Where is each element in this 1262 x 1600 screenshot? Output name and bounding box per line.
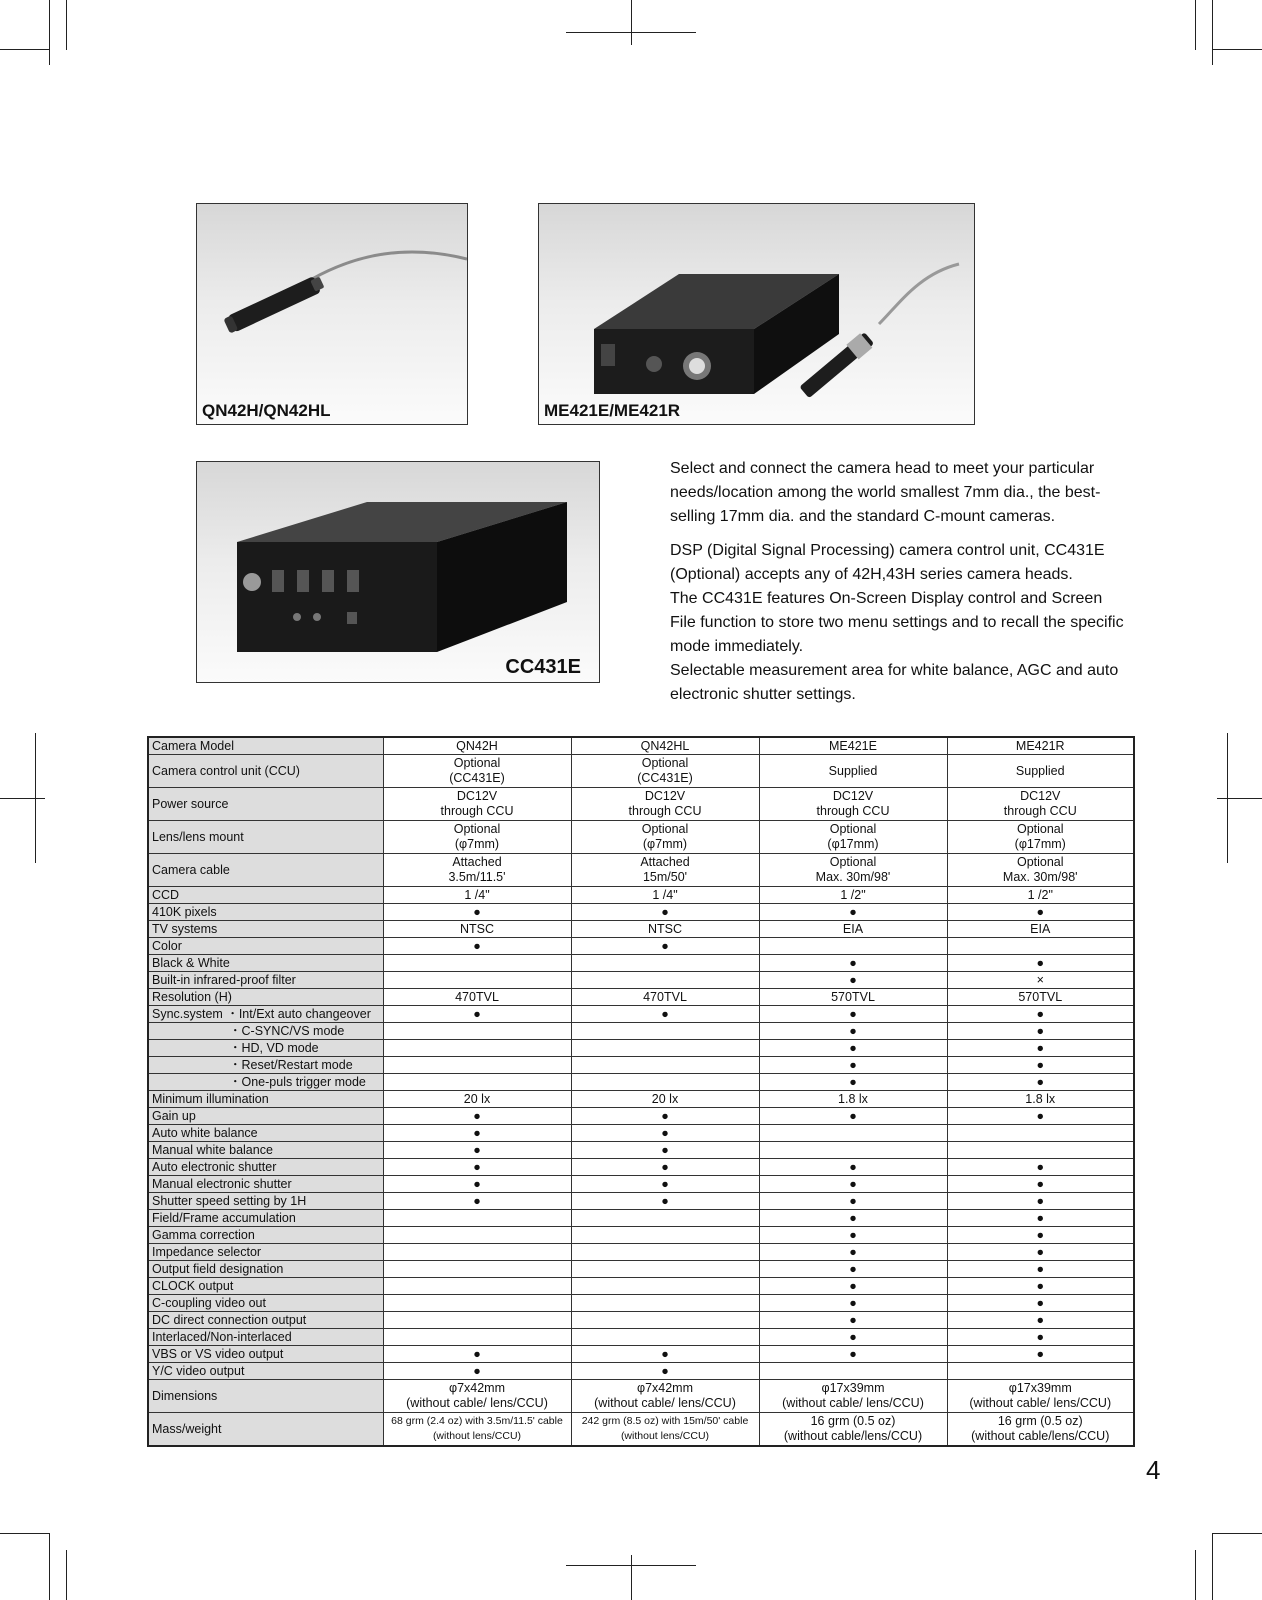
- table-row: [148, 1244, 1134, 1261]
- table-cell: Optional (φ17mm): [947, 821, 1134, 854]
- photo-caption: ME421E/ME421R: [544, 401, 681, 420]
- table-cell: ●: [947, 1023, 1134, 1040]
- row-label: Color: [148, 938, 383, 955]
- table-cell: 20 lx: [383, 1091, 571, 1108]
- description-paragraph: DSP (Digital Signal Processing) camera control unit, CC431E (Optional) accepts any of 42H,43H series camera heads.: [670, 542, 1105, 583]
- table-row: [148, 1312, 1134, 1329]
- table-cell: 470TVL: [571, 989, 759, 1006]
- table-cell: 570TVL: [947, 989, 1134, 1006]
- table-cell: ●: [383, 1176, 571, 1193]
- table-cell: 20 lx: [571, 1091, 759, 1108]
- table-cell: [383, 1295, 571, 1312]
- header-cell: ME421R: [947, 737, 1134, 755]
- table-cell: [571, 1261, 759, 1278]
- table-cell: [759, 1363, 947, 1380]
- table-cell: ●: [759, 1278, 947, 1295]
- table-cell: ●: [947, 1295, 1134, 1312]
- table-row: [148, 1057, 1134, 1074]
- table-cell: φ17x39mm (without cable/ lens/CCU): [947, 1380, 1134, 1413]
- table-cell: Supplied: [759, 755, 947, 788]
- table-cell: ●: [571, 1176, 759, 1193]
- row-label: Sync.system ・Int/Ext auto changeover: [148, 1006, 383, 1023]
- table-row: [148, 1159, 1134, 1176]
- table-cell: 1 /4": [383, 887, 571, 904]
- table-cell: ●: [947, 1312, 1134, 1329]
- table-cell: [383, 1057, 571, 1074]
- table-cell: ●: [383, 1363, 571, 1380]
- table-cell: ●: [947, 1329, 1134, 1346]
- table-row: [148, 1193, 1134, 1210]
- table-cell: ●: [571, 1142, 759, 1159]
- table-row: [148, 1006, 1134, 1023]
- table-cell: ●: [759, 1346, 947, 1363]
- row-label: Minimum illumination: [148, 1091, 383, 1108]
- table-cell: ●: [947, 1278, 1134, 1295]
- table-cell: [383, 1210, 571, 1227]
- row-label: C-coupling video out: [148, 1295, 383, 1312]
- row-label: Resolution (H): [148, 989, 383, 1006]
- table-cell: [383, 1312, 571, 1329]
- table-cell: ●: [383, 1125, 571, 1142]
- table-cell: [759, 1142, 947, 1159]
- table-cell: [571, 1244, 759, 1261]
- header-cell: QN42HL: [571, 737, 759, 755]
- table-row: [148, 1329, 1134, 1346]
- table-cell: Optional Max. 30m/98': [759, 854, 947, 887]
- description-paragraph: Select and connect the camera head to meet your particular needs/location among the world smallest 7mm dia., the best-selling 17mm dia. and the standard C-mount cameras.: [670, 460, 1101, 525]
- table-cell: ×: [947, 972, 1134, 989]
- photo-cc431e: [196, 461, 600, 683]
- table-cell: ●: [759, 1210, 947, 1227]
- photo-qn42h: [196, 203, 468, 425]
- table-cell: ●: [571, 1108, 759, 1125]
- table-row: [148, 1346, 1134, 1363]
- table-cell: Optional (φ7mm): [571, 821, 759, 854]
- table-row: [148, 1108, 1134, 1125]
- table-cell: ●: [947, 1176, 1134, 1193]
- table-header-row: [148, 737, 1134, 755]
- table-cell: ●: [571, 938, 759, 955]
- table-cell: [571, 1210, 759, 1227]
- ccu-illustration: [539, 204, 974, 424]
- row-label: Manual electronic shutter: [148, 1176, 383, 1193]
- table-row: [148, 1023, 1134, 1040]
- table-cell: 68 grm (2.4 oz) with 3.5m/11.5' cable (without lens/CCU): [383, 1413, 571, 1447]
- table-cell: 16 grm (0.5 oz) (without cable/lens/CCU): [759, 1413, 947, 1447]
- table-cell: Optional (φ7mm): [383, 821, 571, 854]
- table-cell: [947, 1142, 1134, 1159]
- table-cell: ●: [759, 1006, 947, 1023]
- table-row: [148, 1363, 1134, 1380]
- table-cell: ●: [947, 1074, 1134, 1091]
- table-cell: ●: [759, 1023, 947, 1040]
- table-cell: ●: [759, 955, 947, 972]
- table-row: [148, 755, 1134, 788]
- table-cell: ●: [947, 904, 1134, 921]
- spec-table: [147, 736, 1135, 1447]
- table-cell: ●: [571, 904, 759, 921]
- table-cell: ●: [383, 904, 571, 921]
- description-paragraph: Selectable measurement area for white balance, AGC and auto electronic shutter settings.: [670, 662, 1119, 703]
- table-row: [148, 1380, 1134, 1413]
- table-cell: ●: [759, 1261, 947, 1278]
- table-cell: ●: [571, 1006, 759, 1023]
- table-cell: Optional Max. 30m/98': [947, 854, 1134, 887]
- header-cell: Camera Model: [148, 737, 383, 755]
- row-label: CCD: [148, 887, 383, 904]
- row-label: Shutter speed setting by 1H: [148, 1193, 383, 1210]
- table-row: [148, 955, 1134, 972]
- row-label: DC direct connection output: [148, 1312, 383, 1329]
- table-cell: DC12V through CCU: [571, 788, 759, 821]
- table-cell: ●: [947, 1108, 1134, 1125]
- table-cell: ●: [759, 1108, 947, 1125]
- table-row: [148, 1091, 1134, 1108]
- row-label: Auto white balance: [148, 1125, 383, 1142]
- table-cell: [383, 1244, 571, 1261]
- table-cell: [759, 1125, 947, 1142]
- row-label: ・C-SYNC/VS mode: [148, 1023, 383, 1040]
- row-label: Field/Frame accumulation: [148, 1210, 383, 1227]
- row-label: ・Reset/Restart mode: [148, 1057, 383, 1074]
- table-cell: ●: [571, 1346, 759, 1363]
- table-row: [148, 1142, 1134, 1159]
- table-cell: [383, 1261, 571, 1278]
- row-label: ・One-puls trigger mode: [148, 1074, 383, 1091]
- table-cell: ●: [947, 1193, 1134, 1210]
- table-cell: [383, 1227, 571, 1244]
- row-label: Manual white balance: [148, 1142, 383, 1159]
- table-cell: DC12V through CCU: [759, 788, 947, 821]
- photo-me421e: [538, 203, 975, 425]
- row-label: Gain up: [148, 1108, 383, 1125]
- table-row: [148, 1261, 1134, 1278]
- table-cell: ●: [947, 1210, 1134, 1227]
- row-label: Mass/weight: [148, 1413, 383, 1447]
- table-cell: ●: [947, 1040, 1134, 1057]
- table-row: [148, 1210, 1134, 1227]
- table-cell: ●: [759, 1159, 947, 1176]
- table-cell: [571, 955, 759, 972]
- photo-caption: QN42H/QN42HL: [202, 401, 331, 420]
- table-row: [148, 1176, 1134, 1193]
- table-cell: ●: [759, 1312, 947, 1329]
- row-label: Impedance selector: [148, 1244, 383, 1261]
- table-cell: 1 /2": [947, 887, 1134, 904]
- table-cell: Optional (φ17mm): [759, 821, 947, 854]
- camera-head-illustration: [197, 204, 467, 424]
- row-label: TV systems: [148, 921, 383, 938]
- table-cell: [383, 1040, 571, 1057]
- table-row: [148, 1125, 1134, 1142]
- table-cell: ●: [759, 904, 947, 921]
- row-label: Camera cable: [148, 854, 383, 887]
- photo-caption: CC431E: [505, 656, 581, 678]
- table-cell: Optional (CC431E): [571, 755, 759, 788]
- table-cell: [571, 972, 759, 989]
- row-label: Lens/lens mount: [148, 821, 383, 854]
- table-cell: NTSC: [571, 921, 759, 938]
- table-cell: ●: [383, 1108, 571, 1125]
- row-label: Built-in infrared-proof filter: [148, 972, 383, 989]
- table-cell: [571, 1040, 759, 1057]
- row-label: CLOCK output: [148, 1278, 383, 1295]
- page-number: 4: [1146, 1455, 1161, 1485]
- table-row: [148, 788, 1134, 821]
- table-cell: [571, 1329, 759, 1346]
- table-cell: ●: [383, 938, 571, 955]
- table-cell: [571, 1057, 759, 1074]
- table-cell: ●: [571, 1193, 759, 1210]
- table-cell: ●: [759, 1227, 947, 1244]
- table-row: [148, 904, 1134, 921]
- row-label: Dimensions: [148, 1380, 383, 1413]
- row-label: 410K pixels: [148, 904, 383, 921]
- table-cell: ●: [383, 1346, 571, 1363]
- table-row: [148, 1227, 1134, 1244]
- table-cell: [571, 1278, 759, 1295]
- table-cell: 242 grm (8.5 oz) with 15m/50' cable (without lens/CCU): [571, 1413, 759, 1447]
- table-cell: ●: [759, 1040, 947, 1057]
- table-cell: ●: [383, 1193, 571, 1210]
- table-cell: [947, 1363, 1134, 1380]
- table-cell: ●: [383, 1159, 571, 1176]
- table-cell: ●: [571, 1159, 759, 1176]
- table-cell: ●: [947, 1346, 1134, 1363]
- table-cell: Optional (CC431E): [383, 755, 571, 788]
- table-cell: ●: [947, 1261, 1134, 1278]
- row-label: Interlaced/Non-interlaced: [148, 1329, 383, 1346]
- table-cell: [383, 1023, 571, 1040]
- table-cell: ●: [571, 1363, 759, 1380]
- row-label: Gamma correction: [148, 1227, 383, 1244]
- table-cell: NTSC: [383, 921, 571, 938]
- row-label: Output field designation: [148, 1261, 383, 1278]
- table-cell: [571, 1312, 759, 1329]
- table-row: [148, 938, 1134, 955]
- table-cell: [571, 1023, 759, 1040]
- table-cell: φ17x39mm (without cable/ lens/CCU): [759, 1380, 947, 1413]
- table-cell: 470TVL: [383, 989, 571, 1006]
- header-cell: ME421E: [759, 737, 947, 755]
- table-cell: ●: [947, 1057, 1134, 1074]
- table-row: [148, 854, 1134, 887]
- table-cell: ●: [759, 1074, 947, 1091]
- table-row: [148, 972, 1134, 989]
- table-row: [148, 821, 1134, 854]
- table-row: [148, 1413, 1134, 1447]
- table-cell: [383, 972, 571, 989]
- table-cell: ●: [759, 1244, 947, 1261]
- row-label: Black & White: [148, 955, 383, 972]
- table-cell: [759, 938, 947, 955]
- table-row: [148, 1040, 1134, 1057]
- table-cell: ●: [947, 1006, 1134, 1023]
- row-label: VBS or VS video output: [148, 1346, 383, 1363]
- table-cell: [571, 1227, 759, 1244]
- table-cell: 16 grm (0.5 oz) (without cable/lens/CCU): [947, 1413, 1134, 1447]
- table-cell: φ7x42mm (without cable/ lens/CCU): [571, 1380, 759, 1413]
- table-cell: ●: [947, 1244, 1134, 1261]
- table-row: [148, 921, 1134, 938]
- table-cell: 570TVL: [759, 989, 947, 1006]
- table-cell: ●: [571, 1125, 759, 1142]
- table-cell: DC12V through CCU: [383, 788, 571, 821]
- table-cell: ●: [759, 1057, 947, 1074]
- row-label: Camera control unit (CCU): [148, 755, 383, 788]
- table-cell: [383, 955, 571, 972]
- row-label: Power source: [148, 788, 383, 821]
- table-row: [148, 1295, 1134, 1312]
- table-cell: Attached 15m/50': [571, 854, 759, 887]
- table-cell: Attached 3.5m/11.5': [383, 854, 571, 887]
- table-cell: 1.8 lx: [759, 1091, 947, 1108]
- table-cell: ●: [759, 972, 947, 989]
- table-cell: EIA: [759, 921, 947, 938]
- table-cell: [383, 1329, 571, 1346]
- table-cell: 1.8 lx: [947, 1091, 1134, 1108]
- ccu-illustration: [197, 462, 599, 682]
- row-label: Y/C video output: [148, 1363, 383, 1380]
- table-cell: [571, 1074, 759, 1091]
- table-cell: 1 /2": [759, 887, 947, 904]
- table-cell: [947, 1125, 1134, 1142]
- table-cell: DC12V through CCU: [947, 788, 1134, 821]
- description-paragraph: The CC431E features On-Screen Display control and Screen File function to store two menu settings and to recall the specific mode immediately.: [670, 590, 1124, 655]
- table-row: [148, 887, 1134, 904]
- header-cell: QN42H: [383, 737, 571, 755]
- table-cell: [383, 1074, 571, 1091]
- table-cell: ●: [383, 1142, 571, 1159]
- table-cell: ●: [383, 1006, 571, 1023]
- table-cell: Supplied: [947, 755, 1134, 788]
- product-description: [670, 457, 1130, 707]
- table-cell: [571, 1295, 759, 1312]
- row-label: Auto electronic shutter: [148, 1159, 383, 1176]
- table-cell: ●: [947, 1227, 1134, 1244]
- table-cell: [947, 938, 1134, 955]
- table-cell: ●: [947, 955, 1134, 972]
- table-cell: ●: [759, 1295, 947, 1312]
- table-cell: ●: [759, 1329, 947, 1346]
- table-cell: ●: [947, 1159, 1134, 1176]
- table-row: [148, 1074, 1134, 1091]
- row-label: ・HD, VD mode: [148, 1040, 383, 1057]
- table-cell: EIA: [947, 921, 1134, 938]
- table-cell: 1 /4": [571, 887, 759, 904]
- table-row: [148, 1278, 1134, 1295]
- table-cell: ●: [759, 1193, 947, 1210]
- table-row: [148, 989, 1134, 1006]
- table-cell: [383, 1278, 571, 1295]
- table-cell: ●: [759, 1176, 947, 1193]
- table-cell: φ7x42mm (without cable/ lens/CCU): [383, 1380, 571, 1413]
